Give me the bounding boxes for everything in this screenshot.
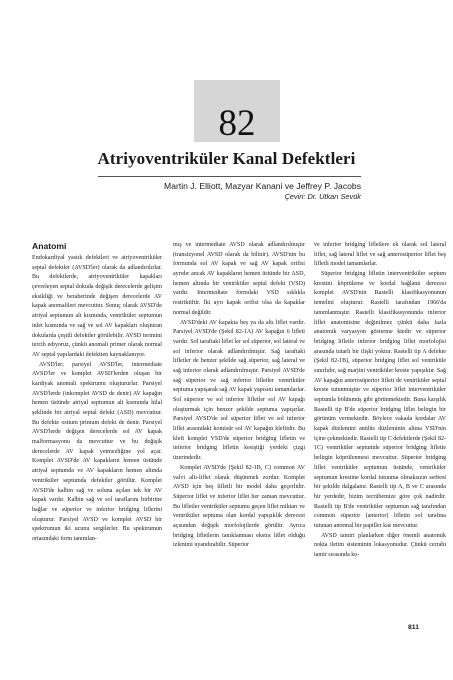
paragraph: AVSD'deki AV kapakta beş ya da altı liflet vardır. Parsiyel AVSD'de (Şekil 82-1A) AV kapağın 6 lifleti vardır. Sol taraftaki liflet ler sol süperior, sol lateral ve sol inferior olarak adlandırılmıştır. Sağ taraftaki lifletler de benzer şekilde sağ süperior, sağ lateral ve sağ inferior olarak adlandırılmıştır. Parsiyel AVSD'de sağ süperior ve sağ inferior lifletler ventriküler septuma yapışarak sağ AV kapak yapısını tamamlarlar. Sol süperior ve sol inferior lifletler sol AV kapağı oluşturmak için benzer şekilde septuma yapışırlar. Parsiyel AVSD'de sol süperior liflet ve sol inferior liflet arasındaki komisür sol AV kapağın kleftidir. Bu kleft komplet VSD'de süperior bridging lifletin ve inferior bridging lifletin kesiştiği yerdeki çizgi üzerindedir. xyxy=(173,319,305,462)
text-column-3 xyxy=(314,241,446,561)
chapter-number: 82 xyxy=(218,103,256,144)
title-divider xyxy=(98,176,361,177)
chapter-translator: Çeviri: Dr. Utkan Sevük xyxy=(284,192,361,201)
chapter-authors: Martin J. Elliott, Mazyar Kanani ve Jeffrey P. Jacobs xyxy=(164,181,361,191)
paragraph: ve inferior bridging lifletlere ek olarak sol lateral liflet, sağ lateral liflet ve sağ anterosüperior liflet beş lifletli model tamamlarlar. xyxy=(314,242,446,268)
paragraph: AVSD tamiri planlarken diğer önemli anatomik nokta iletim sisteminin lokasyonudur. Çünkü cerrahi tamir sırasında ko- xyxy=(314,532,446,558)
paragraph: AVSD'ler; parsiyel AVSD'ler, intermediate AVSD'ler ve komplet AVSD'lerden oluşan bir kardiyak anomali spektrumu oluştururlar. Parsiyel AVSD'lerde (inkomplet AVSD de denir) AV kapağın hemen üstünde atriyal septumun alt kısmında hilal şeklinde bir atriyal septal defekt (ASD) mevcuttur. Bu defekte ostium primum defekt de denir. Parsiyel AVSD'lerde değişen derecelerde sol AV kapak malformasyonu da mevcuttur ve bu değişik derecelerde AV kapak yetmezliğine yol açar. Komplet AVSD'de AV kapakların hemen üstünde atriyal septumda ve AV kapakların hemen altında ventriküler septumda defektler görülür. Komplet AVSD'de kalbin sağ ve soluna açılan tek bir AV kapak vardır. Kalbin sağ ve sol taraflarını birbirine bağlar ve süperior ve inferior bridging liflerini oluşturur. Parsiyel AVSD ve komplet AVSD bir spektrumun iki ucunu sergilerler. Bu spektrumun ortasındaki form tanımlan- xyxy=(32,361,162,542)
paragraph: Komplet AVSD'de (Şekil 82-1B, C) common AV valvi altı-liflet olarak düşünmek zordur. Komplet AVSD için beş lifletli bir model daha geçerlidir. Süperior liflet ve inferior liflet her zaman mevcuttur. Bu lifletler ventriküler septumu geçen liflet miktarı ve ventriküler septuma olan kordal yapışıklık derecesi açısından değişik morfolojilerde görülür. Ayrıca bridging lifletlerin tanıklanması ekstra liflet olduğu izlenimi uyandırabilir. Süperior xyxy=(173,464,305,549)
text-column-1 xyxy=(32,254,162,545)
paragraph: Süperior bridging lifletin interventriküler septum krestini köprüleme ve kordal bağlantı derecesi komplet AVSD'nin Rastelli klasifikasyonunun temelini oluşturur. Rastelli tarafından 1966'da tanımlanmıştır. Rastelli klasifikasyonunda inferior liflet anatomisine değinilmez çünkü daha fazla anatomik varyasyon gösterme ktedir ve süperior bridging lifletle inferior bridging liflet morfolojisi arasında tutarlı bir ilişki yoktur. Rastelli tip A defekte (Şekil 82-1B), süperior bridging liflet sol ventriküle sınırlıdır, sağ marjini ventriküler kreste yapışıktır. Sağ AV kapağın anterosüperior lifleti de ventriküler septal kreste tutunmuştur ve süperior liflet interventriküler septumla bölünmüş gibi görünmektedir. Buna karşılık Rastelli tip B'de süperior bridging liflet belirgin bir görünüm vermektedir. Böylece vakada kordalar AV kapak düzlemini anülüs düzleminin altına VSD'nin içine çekmektedir. Rastelli tip C defektlerde (Şekil 82-1C) ventriküler septumde süperior bridging liflette belirgin köprülenmesi mevcuttur. Süperior bridging liflet ventriküler septumun üstünde, ventriküler septumun krestine kordal tutunma olmaksızın serbest bir şekilde dalgalanır. Rastelli tip A, B ve C arasında bir yerdedir, bizim tecrübemize göre çok nadirdir. Rastelli tip B'de ventriküler septumun sağ tarafından common süperior (anterior) lifletin sol tarafına tutunan anormal bir papiller kas mevcuttur. xyxy=(314,271,446,529)
section-heading: Anatomi xyxy=(32,241,67,251)
page-number: 811 xyxy=(408,624,419,631)
text-column-2 xyxy=(173,241,305,551)
chapter-title: Atriyoventriküler Kanal Defektleri xyxy=(97,149,356,168)
paragraph: mış ve intermediate AVSD olarak adlandırılmıştır (transizyonel AVSD olarak da bilinir). AVSD'nin bu formunda sol AV kapak ve sağ AV kapak orifisi ayrıdır ancak AV kapakların hemen üstünde bir ASD, hemen altında bir ventriküler septal defekt (VSD) vardır. Intermediate formdaki VSD sıklıkla restriktiftir. İki ayrı kapak orifisi olsa da kapaklar normal değildir. xyxy=(173,242,305,316)
paragraph: Endokardiyal yastık defektleri ve atriyoventriküler septal defektler (AVSD'ler) olarak da adlandırılırlar. Bu defektlerde, atriyoventriküler kapakları çevreleyen septal dokuda değişik derecelerde gelişim eksikliği ve beraberinde değişen derecelerde AV kapak anomalileri mevcuttur. Sonuç olarak AVSD'de atriyal septumun alt kısmında, ventriküler septumun inlet kısmında ve sağ ve sol AV kapakları oluşturan dokularda çeşitli defektler görülebilir. AVSD terimini tercih ediyoruz, çünkü anomali primer olarak normal AV septal yapılardaki defektten kaynaklanıyor. xyxy=(32,255,162,358)
